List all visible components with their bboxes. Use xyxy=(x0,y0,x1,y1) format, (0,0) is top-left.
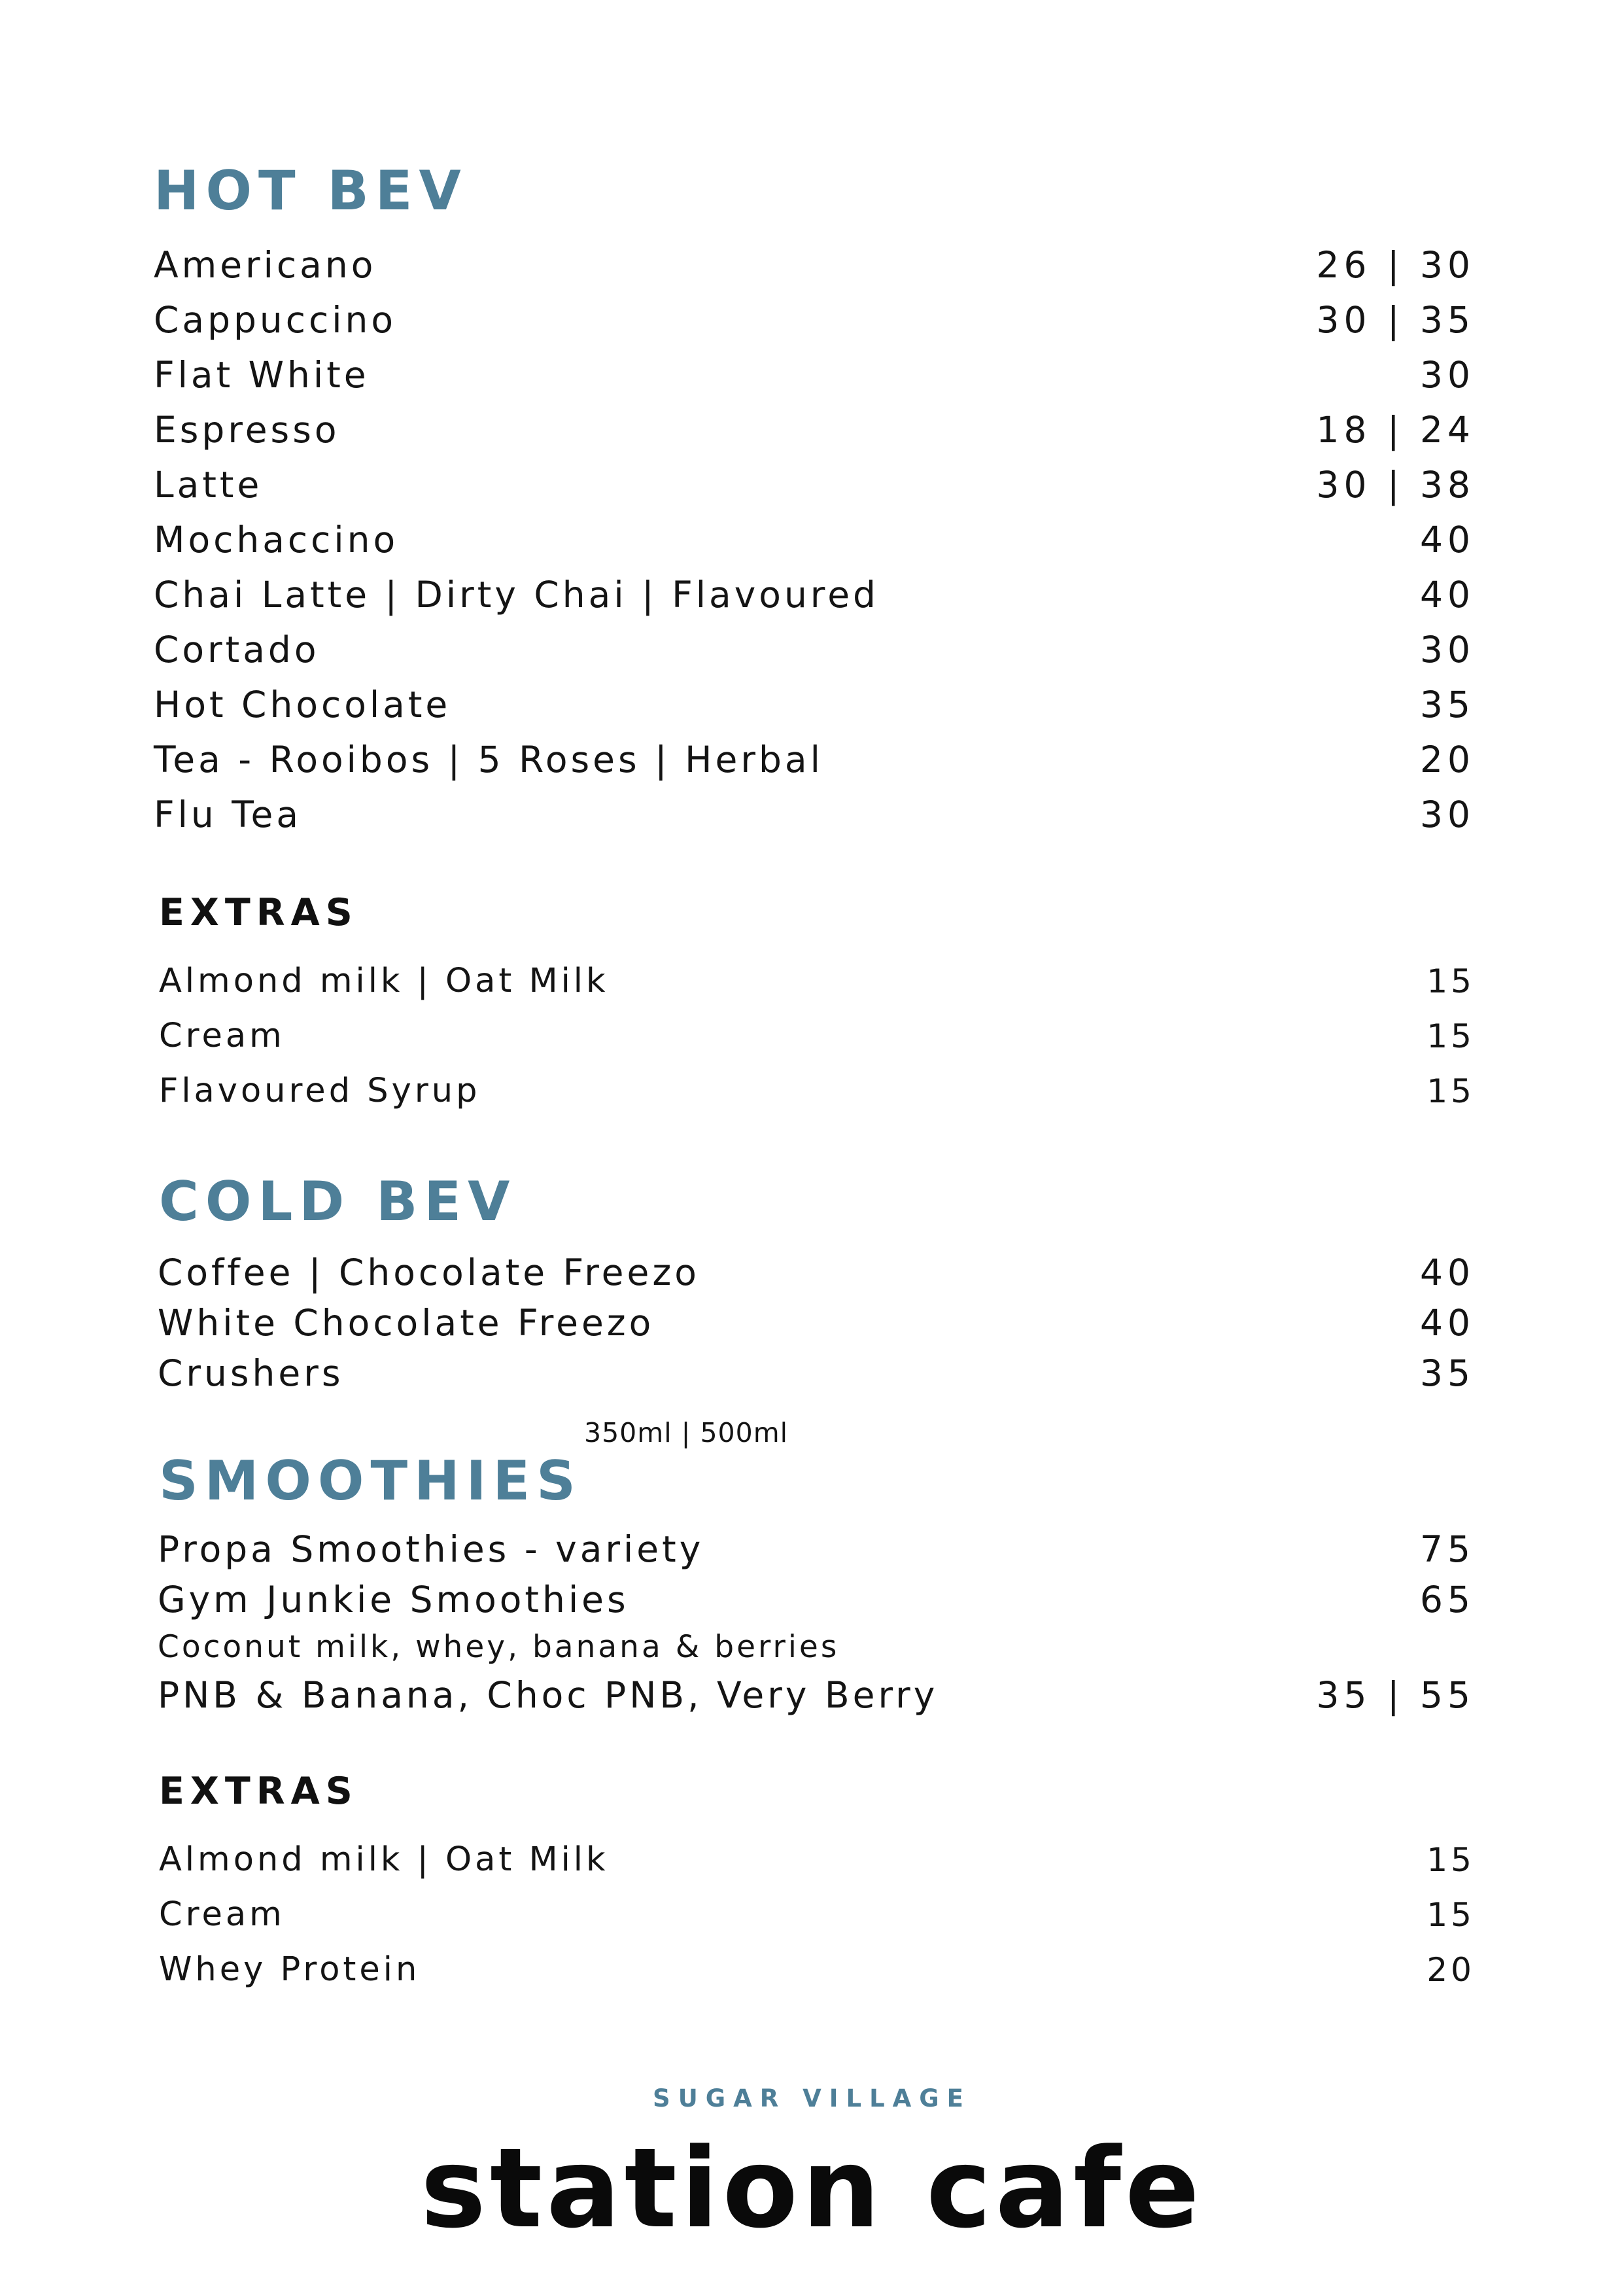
menu-item-row xyxy=(158,1577,1475,1622)
menu-item-price: 30 | 38 xyxy=(1316,464,1475,506)
hot-bev-title: HOT BEV xyxy=(154,159,468,222)
extra-item-price: 15 xyxy=(1426,1841,1475,1879)
menu-item-row xyxy=(154,572,1475,618)
menu-item-price: 40 xyxy=(1420,519,1475,561)
smoothies-title: SMOOTHIES xyxy=(159,1449,582,1513)
menu-item-name: Gym Junkie Smoothies xyxy=(158,1579,629,1621)
menu-item-name: Propa Smoothies - variety xyxy=(158,1528,704,1570)
extra-item-row xyxy=(159,1947,1475,1993)
extra-item-row xyxy=(159,1068,1475,1114)
extra-item-name: Almond milk | Oat Milk xyxy=(159,962,609,1000)
menu-item-price: 18 | 24 xyxy=(1316,409,1475,451)
extra-item-row xyxy=(159,958,1475,1004)
menu-item-row xyxy=(154,407,1475,453)
menu-item-price: 26 | 30 xyxy=(1316,244,1475,286)
extra-item-price: 20 xyxy=(1426,1951,1475,1989)
extra-item-name: Almond milk | Oat Milk xyxy=(159,1840,609,1879)
extra-item-price: 15 xyxy=(1426,1896,1475,1934)
extra-item-name: Flavoured Syrup xyxy=(159,1072,481,1110)
menu-item-price: 40 xyxy=(1420,1302,1475,1344)
menu-item-description-text: Coconut milk, whey, banana & berries xyxy=(158,1629,840,1665)
extra-item-name: Whey Protein xyxy=(159,1950,421,1989)
menu-item-name: Latte xyxy=(154,464,263,506)
brand-name: station cafe xyxy=(420,2124,1204,2252)
extra-item-price: 15 xyxy=(1426,1017,1475,1055)
menu-item-price: 30 xyxy=(1420,629,1475,671)
menu-item-row xyxy=(158,1672,1475,1718)
menu-item-name: White Chocolate Freezo xyxy=(158,1302,655,1344)
menu-item-row xyxy=(154,682,1475,727)
menu-item-row xyxy=(154,352,1475,398)
extra-item-price: 15 xyxy=(1426,1072,1475,1110)
menu-item-name: Flu Tea xyxy=(154,794,302,835)
menu-item-row xyxy=(158,1300,1475,1346)
menu-item-name: Mochaccino xyxy=(154,519,399,561)
menu-item-description xyxy=(158,1624,1475,1670)
menu-item-row xyxy=(154,792,1475,837)
menu-item-name: Coffee | Chocolate Freezo xyxy=(158,1252,700,1293)
extra-item-name: Cream xyxy=(159,1017,285,1055)
menu-item-price: 30 | 35 xyxy=(1316,299,1475,341)
brand-subtitle: SUGAR VILLAGE xyxy=(653,2084,971,2112)
extras-title: EXTRAS xyxy=(159,1770,358,1813)
menu-item-name: Hot Chocolate xyxy=(154,684,451,726)
menu-item-name: Chai Latte | Dirty Chai | Flavoured xyxy=(154,574,879,616)
extra-item-row xyxy=(159,1837,1475,1883)
extras-title: EXTRAS xyxy=(159,891,358,934)
menu-item-name: PNB & Banana, Choc PNB, Very Berry xyxy=(158,1674,939,1716)
menu-item-price: 20 xyxy=(1420,739,1475,780)
menu-item-name: Americano xyxy=(154,244,377,286)
menu-item-name: Crushers xyxy=(158,1352,344,1394)
menu-item-row xyxy=(154,737,1475,782)
menu-item-name: Flat White xyxy=(154,354,370,396)
cold-bev-title: COLD BEV xyxy=(159,1170,517,1233)
menu-item-name: Cappuccino xyxy=(154,299,397,341)
extra-item-row xyxy=(159,1892,1475,1938)
menu-item-name: Espresso xyxy=(154,409,340,451)
menu-item-price: 35 xyxy=(1420,1352,1475,1394)
menu-item-row xyxy=(154,517,1475,563)
extra-item-price: 15 xyxy=(1426,962,1475,1000)
menu-item-name: Tea - Rooibos | 5 Roses | Herbal xyxy=(154,739,823,780)
menu-item-row xyxy=(154,462,1475,508)
menu-item-row xyxy=(158,1250,1475,1295)
menu-item-row xyxy=(154,627,1475,673)
menu-item-price: 40 xyxy=(1420,1252,1475,1293)
menu-item-price: 35 xyxy=(1420,684,1475,726)
menu-item-name: Cortado xyxy=(154,629,320,671)
menu-item-row xyxy=(158,1350,1475,1396)
menu-item-price: 30 xyxy=(1420,794,1475,835)
menu-item-row xyxy=(158,1526,1475,1572)
extra-item-row xyxy=(159,1013,1475,1059)
menu-item-price: 30 xyxy=(1420,354,1475,396)
menu-item-price: 65 xyxy=(1420,1579,1475,1621)
menu-item-row xyxy=(154,297,1475,343)
menu-item-row xyxy=(154,242,1475,288)
menu-item-price: 40 xyxy=(1420,574,1475,616)
size-note: 350ml | 500ml xyxy=(584,1417,789,1448)
menu-item-price: 75 xyxy=(1420,1528,1475,1570)
extra-item-name: Cream xyxy=(159,1895,285,1934)
menu-item-price: 35 | 55 xyxy=(1316,1674,1475,1716)
